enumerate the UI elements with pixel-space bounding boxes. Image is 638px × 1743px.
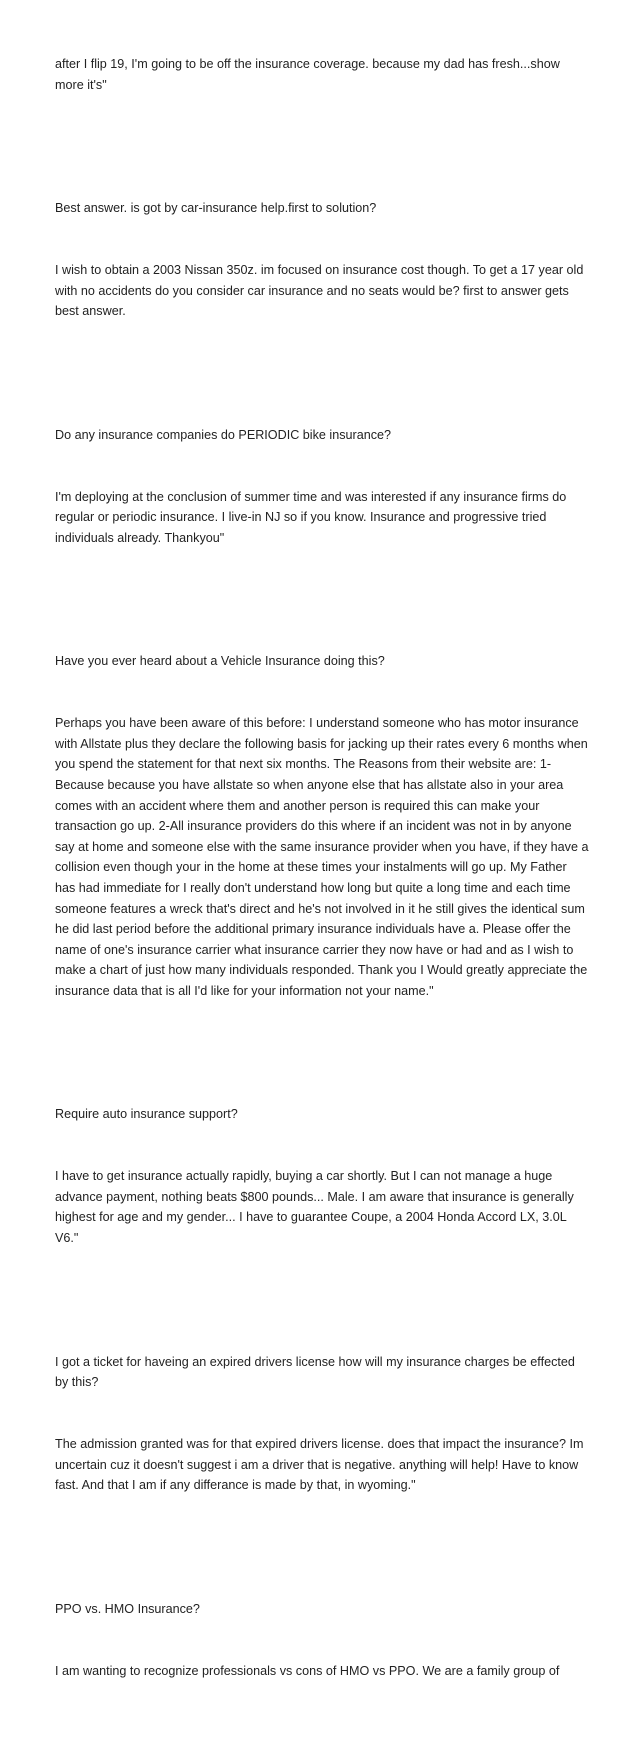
question-text: I got a ticket for haveing an expired drivers license how will my insurance charges be effected by this? [55,1354,579,1390]
answer-text: I am wanting to recognize professionals vs cons of HMO vs PPO. We are a family group of [55,1663,560,1678]
question-text: Do any insurance companies do PERIODIC bike insurance? [55,427,392,442]
answer-text: I wish to obtain a 2003 Nissan 350z. im focused on insurance cost though. To get a 17 year old with no accidents do you consider car insurance and no seats would be? first to answer gets best answer. [55,263,587,319]
qa-block [55,13,590,137]
qa-block [55,1310,590,1537]
answer-text: I have to get insurance actually rapidly, buying a car shortly. But I can not manage a huge advance payment, nothing beats $800 pounds... Male. I am aware that insurance is generally highest for age and my gender... I have to guarantee Coupe, a 2004 Honda Accord LX, 3.0L V6." [55,1169,578,1246]
qa-block [55,157,590,363]
qa-block [55,384,590,590]
answer-text: Perhaps you have been aware of this before: I understand someone who has motor insurance with Allstate plus they declare the following basis for jacking up their rates every 6 months when you spend the statement for that next six months. The Reasons from their website are: 1- Because because you have allstate so when anyone else that has allstate also in your area comes with an accident where them and another person is required this can make your transaction go up. 2-All insurance providers do this where if an incident was not in by anyone say at home and someone else with the same insurance provider when you have, if they have a collision even though your in the home at these times your instalments will go up. My Father has had immediate for I really don't understand how long but quite a long time and each time someone features a wreck that's direct and he's not involved in it he still gives the identical sum he did last period before the additional primary insurance individuals have a. Please offer the name of one's insurance carrier what insurance carrier they now have or had and as I wish to make a chart of just how many individuals responded. Thank you I Would greatly appreciate the insurance data that is all I'd like for your information not your name." [55,716,592,998]
qa-block [55,610,590,1042]
question-text: Have you ever heard about a Vehicle Insurance doing this? [55,654,385,669]
qa-block [55,1063,590,1290]
answer-text: after I flip 19, I'm going to be off the insurance coverage. because my dad has fresh...show more it's" [55,57,564,92]
answer-text: I'm deploying at the conclusion of summer time and was interested if any insurance firms do regular or periodic insurance. I live-in NJ so if you know. Insurance and progressive tried individuals already. Thankyou" [55,489,570,545]
qa-block [55,1558,590,1723]
answer-text: The admission granted was for that expired drivers license. does that impact the insurance? Im uncertain cuz it doesn't suggest i am a driver that is negative. anything will help! Have to know fast. And that I am if any differance is made by that, in wyoming." [55,1436,588,1493]
question-text: Best answer. is got by car-insurance help.first to solution? [55,201,377,216]
question-text: Require auto insurance support? [55,1107,238,1122]
document-content [55,13,590,1743]
question-text: PPO vs. HMO Insurance? [55,1601,200,1616]
